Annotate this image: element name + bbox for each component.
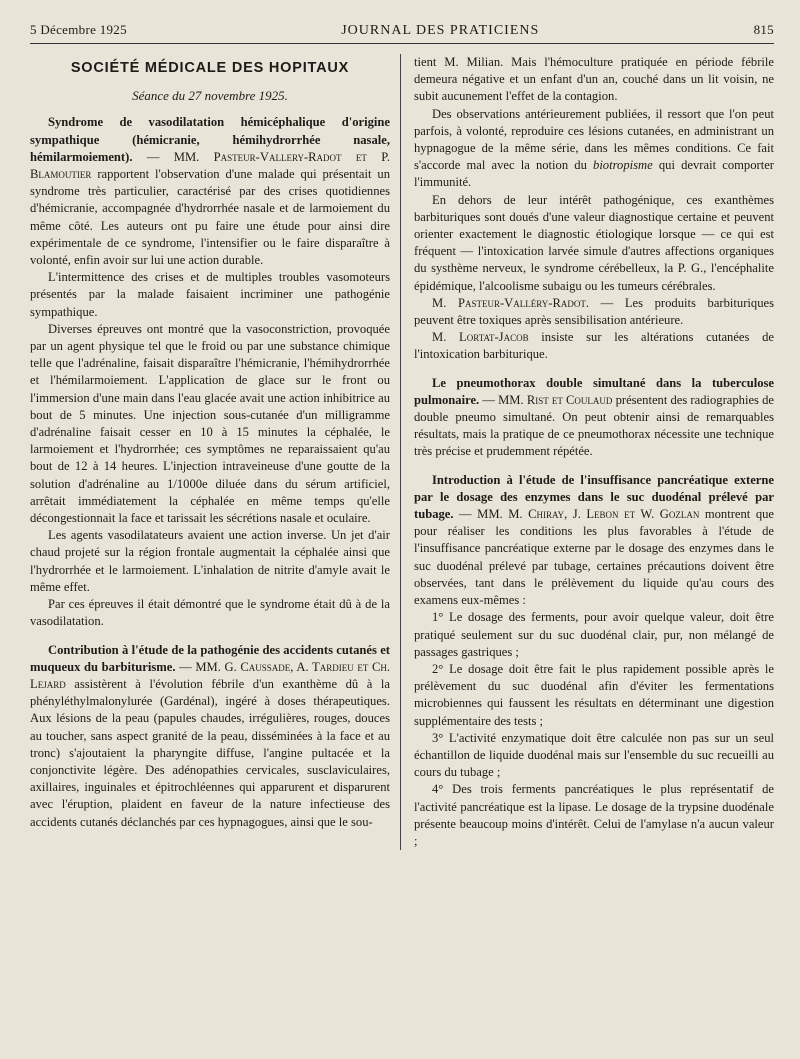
article-4-body: montrent que pour réaliser les conditions les plus favorables à l'étude de l'insuffisance pancréatique externe par le dosage des enzymes dans le suc duodénal prélevé par tubage, certaines précautions doivent être observées, tant dans le prélèvement du liquide qu'au cours des examens eux-mêmes : [414,507,774,608]
biotropisme-term: biotropisme [593,158,653,173]
running-header [30,22,774,44]
article-4-item-4: 4° Des trois ferments pancréatiques le plus représentatif de l'activité pancréatique est la lipase. Le dosage de la trypsine duodénale présente beaucoup moins d'intérêt. Celui de l'amylase n'a aucun valeur ; [414,782,774,848]
discussion-lortat [414,329,774,363]
header-date: 5 Décembre 1925 [30,22,127,37]
left-column [30,54,400,850]
article-4-item-3: 3° L'activité enzymatique doit être calculée non pas sur un seul échantillon de liquide duodénal mais sur l'ensemble du suc recueilli au cours du tubage ; [414,730,774,780]
article-2-body: assistèrent à l'évolution fébrile d'un exanthème dû à la phényléthylmalonylurée (Gardénal), ingéré à doses thérapeutiques. Aux lésions de la peau (papules chaudes, irrégulières, rouges, douces au toucher, sans aspect granité de la peau, disséminées à la face et au tronc) s'ajoutaient la pharyngite diffuse, l'angine pultacée et la conjonctivite légère. Des adénopathies cervicales, susclaviculaires, axillaires, inguinales et épitrochléennes qui apparurent et disparurent avec l'éruption, plaident en faveur de la nature infectieuse des accidents cutanés déclanchés par ces hypnagogues, ainsi que le sou- [30,676,390,829]
article-2-intro [30,642,390,831]
discussion-pasteur [414,295,774,329]
article-3-dash: — MM. [479,392,527,407]
article-2-paragraph-2 [414,106,774,192]
discussion-author-2: M. Lortat-Jacob [432,330,529,345]
article-3-intro [414,375,774,461]
article-1-paragraph-4: Les agents vasodilatateurs avaient une action inverse. Un jet d'air chaud projeté sur la région frontale augmentait la céphalée ainsi que l'hydrorrhée et le larmoiement. L'inhalation de nitrite d'amyle avait le même effet. [30,528,390,594]
article-2-p2-text: Des observations antérieurement publiées, il ressort que l'on peut parfois, à volonté, reproduire ces lésions cutanées, en administrant un hypnagogue de la même série, dans les mêmes conditions. Ce fait s'accorde mal avec la notion du [414,106,774,173]
article-4-intro [414,472,774,610]
society-heading: SOCIÉTÉ MÉDICALE DES HOPITAUX [70,60,350,76]
discussion-author: M. Pasteur-Valléry-Radot. [432,295,589,310]
article-1-authors: Pasteur-Vallery-Radot et P. Blamoutier [30,149,390,182]
article-1-dash: — MM. [132,149,214,164]
article-4-authors: Chiray, J. Lebon et W. Gozlan [528,507,700,522]
article-2-authors: G. Caussade, A. Tardieu et Ch. Lejard [30,659,390,691]
article-4-dash: — MM. M. [453,507,529,522]
article-2-dash: — MM. [175,659,225,674]
right-column [400,54,774,850]
article-1-title: Syndrome de vasodilatation hémicéphalique d'origine sympathique (hémicranie, hémihydrorrhée nasale, hémilarmoiement). [30,115,390,164]
seance-date: Séance du 27 novembre 1925. [132,88,288,104]
article-1-paragraph-3: Diverses épreuves ont montré que la vasoconstriction, provoquée par un agent physique tel que le froid ou par une substance chimique telle que l'adrénaline, faisait disparaître l'hémicranie, l'hémihydrorrhée et l'hémilarmoiement. L'application de glace sur le front ou l'immersion d'une main dans l'eau glacée avait une action inhibitrice au bout de 5 minutes. Une injection sous-cutanée d'un milligramme d'adrénaline faisait cesser en 10 à 15 minutes la céphalée, le larmoiement et l'hydrorrhée; ces symptômes ne reparaissaient qu'au bout de 12 à 14 heures. L'injection intraveineuse d'une goutte de la solution d'adrénaline au 1/1000e diluée dans du sérum artificiel, arrêtait immédiatement la céphalée en même temps qu'elle décongestionnait la face et tarissait les sécrétions nasale et oculaire. [30,321,390,526]
article-1-body: rapportent l'observation d'une malade qui présentait un syndrome très particulier, caractérisé par des crises quotidiennes d'hémicranie, accompagnée d'hydrorrhée nasale et de larmoiement du même côté. Les auteurs ont pu faire une étude pour ainsi dire expérimentale de ce syndrome, l'intensifier ou le faire disparaître à volonté, enfin avoir sur lui une action durable. [30,167,390,268]
spacer [414,461,774,472]
article-4-item-2: 2° Le dosage doit être fait le plus rapidement possible après le prélèvement du suc duodénal afin d'éviter les fermentations microbiennes qui faussent les résultats en déterminant une digestion supplémentaire des tests ; [414,661,774,728]
article-3-authors: Rist et Coulaud [526,392,613,407]
discussion-text-2: insiste sur les altérations cutanées de l'intoxication barbiturique. [414,330,774,362]
article-3-body: présentent des radiographies de double pneumo simultané. On peut obtenir ainsi de remarquables résultats, mais la pratique de ce pneumothorax nécessite une technique très précise et prudemment répétée. [414,392,775,459]
article-2-title: Contribution à l'étude de la pathogénie des accidents cutanés et muqueux du barbiturisme. [30,642,390,674]
article-4-item-1: 1° Le dosage des ferments, pour avoir quelque valeur, doit être pratiqué seulement sur du suc duodénal clair, pur, non mélangé de passages gastriques ; [414,610,774,659]
spacer [30,631,390,642]
article-4-title: Introduction à l'étude de l'insuffisance pancréatique externe par le dosage des enzymes dans le suc duodénal prélevé par tubage. [414,472,774,522]
two-column-body [30,54,774,850]
discussion-text: — Les produits barbituriques peuvent être toxiques après sensibilisation antérieure. [414,295,774,328]
article-2-paragraph-3: En dehors de leur intérêt pathogénique, ces exanthèmes barbituriques sont doués d'une valeur diagnostique certaine et peuvent orienter exactement le diagnostic étiologique lorsque — ce qui est fréquent — l'intoxication larvée simule d'autres affections organiques du systhème nerveux, le syndrome cérébelleux, la P. G., l'encéphalite épidémique, l'alcoolisme subaigu ou les tumeurs cérébrales. [414,192,774,293]
article-1-paragraph-2: L'intermittence des crises et de multiples troubles vasomoteurs présentés par la malade faisaient incriminer une pathogénie sympathique. [30,270,390,319]
article-3-title: Le pneumothorax double simultané dans la tuberculose pulmonaire. [414,375,774,407]
header-journal-title: JOURNAL DES PRATICIENS [341,23,540,38]
spacer [414,364,774,375]
article-1-paragraph-5: Par ces épreuves il était démontré que le syndrome était dû à de la vasodilatation. [30,597,390,629]
article-2-continued: tient M. Milian. Mais l'hémoculture pratiquée en période fébrile demeura négative et un enfant d'un an, couché dans un lit voisin, ne subit aucunement l'effet de la contagion. [414,55,774,104]
header-page-number: 815 [753,22,774,37]
article-1-intro [30,114,390,269]
article-2-p2-end: qui devrait comporter l'immunité. [414,158,774,190]
